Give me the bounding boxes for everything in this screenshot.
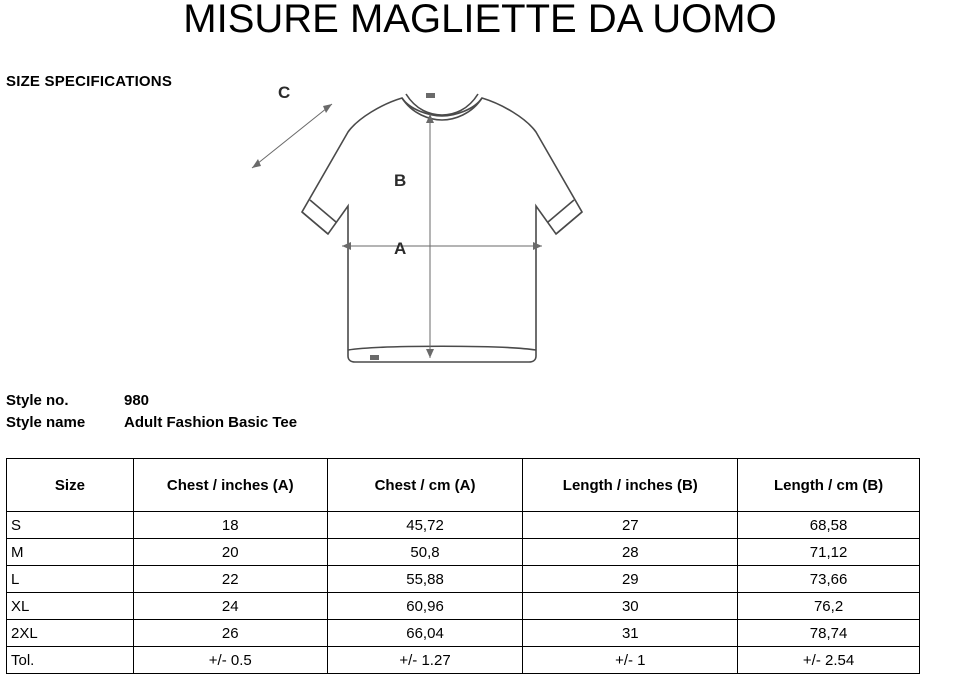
tshirt-measurement-diagram bbox=[230, 74, 610, 374]
cell-chest-inches: 20 bbox=[133, 539, 327, 566]
cell-length-cm: +/- 2.54 bbox=[738, 647, 920, 674]
cell-length-cm: 73,66 bbox=[738, 566, 920, 593]
cell-size: S bbox=[7, 512, 134, 539]
cell-length-inches: 31 bbox=[523, 620, 738, 647]
marker-a-label: A bbox=[394, 239, 407, 258]
marker-c-label: C bbox=[278, 83, 291, 102]
style-name-label: Style name bbox=[6, 414, 86, 431]
cell-size: XL bbox=[7, 593, 134, 620]
cell-chest-cm: +/- 1.27 bbox=[327, 647, 523, 674]
cell-chest-cm: 60,96 bbox=[327, 593, 523, 620]
cell-length-cm: 71,12 bbox=[738, 539, 920, 566]
cell-chest-inches: 26 bbox=[133, 620, 327, 647]
table-row bbox=[7, 647, 920, 674]
marker-b-label: B bbox=[394, 171, 407, 190]
cell-length-inches: +/- 1 bbox=[523, 647, 738, 674]
cell-length-inches: 30 bbox=[523, 593, 738, 620]
cell-length-inches: 29 bbox=[523, 566, 738, 593]
cell-length-cm: 78,74 bbox=[738, 620, 920, 647]
cell-size: M bbox=[7, 539, 134, 566]
table-row bbox=[7, 620, 920, 647]
style-no-value: 980 bbox=[124, 392, 150, 409]
cell-chest-cm: 55,88 bbox=[327, 566, 523, 593]
cell-chest-cm: 45,72 bbox=[327, 512, 523, 539]
size-specifications-label: SIZE SPECIFICATIONS bbox=[6, 73, 173, 90]
table-row bbox=[7, 539, 920, 566]
cell-length-inches: 27 bbox=[523, 512, 738, 539]
cell-size: 2XL bbox=[7, 620, 134, 647]
table-header-row bbox=[7, 459, 920, 512]
cell-chest-inches: +/- 0.5 bbox=[133, 647, 327, 674]
cell-chest-cm: 50,8 bbox=[327, 539, 523, 566]
cell-length-cm: 76,2 bbox=[738, 593, 920, 620]
table-row bbox=[7, 512, 920, 539]
column-header-chest-inches: Chest / inches (A) bbox=[133, 459, 327, 512]
cell-length-cm: 68,58 bbox=[738, 512, 920, 539]
column-header-length-inches: Length / inches (B) bbox=[523, 459, 738, 512]
cell-size: Tol. bbox=[7, 647, 134, 674]
style-info bbox=[6, 390, 297, 434]
table-row bbox=[7, 593, 920, 620]
column-header-chest-cm: Chest / cm (A) bbox=[327, 459, 523, 512]
size-table bbox=[6, 458, 920, 674]
cell-size: L bbox=[7, 566, 134, 593]
cell-chest-cm: 66,04 bbox=[327, 620, 523, 647]
column-header-size: Size bbox=[7, 459, 134, 512]
style-no-row bbox=[6, 390, 297, 412]
cell-chest-inches: 22 bbox=[133, 566, 327, 593]
tshirt-illustration bbox=[230, 74, 610, 374]
page-title: MISURE MAGLIETTE DA UOMO bbox=[183, 0, 777, 41]
table-row bbox=[7, 566, 920, 593]
cell-chest-inches: 24 bbox=[133, 593, 327, 620]
style-no-label: Style no. bbox=[6, 392, 69, 409]
cell-chest-inches: 18 bbox=[133, 512, 327, 539]
cell-length-inches: 28 bbox=[523, 539, 738, 566]
style-name-value: Adult Fashion Basic Tee bbox=[124, 414, 298, 431]
column-header-length-cm: Length / cm (B) bbox=[738, 459, 920, 512]
style-name-row bbox=[6, 412, 297, 434]
